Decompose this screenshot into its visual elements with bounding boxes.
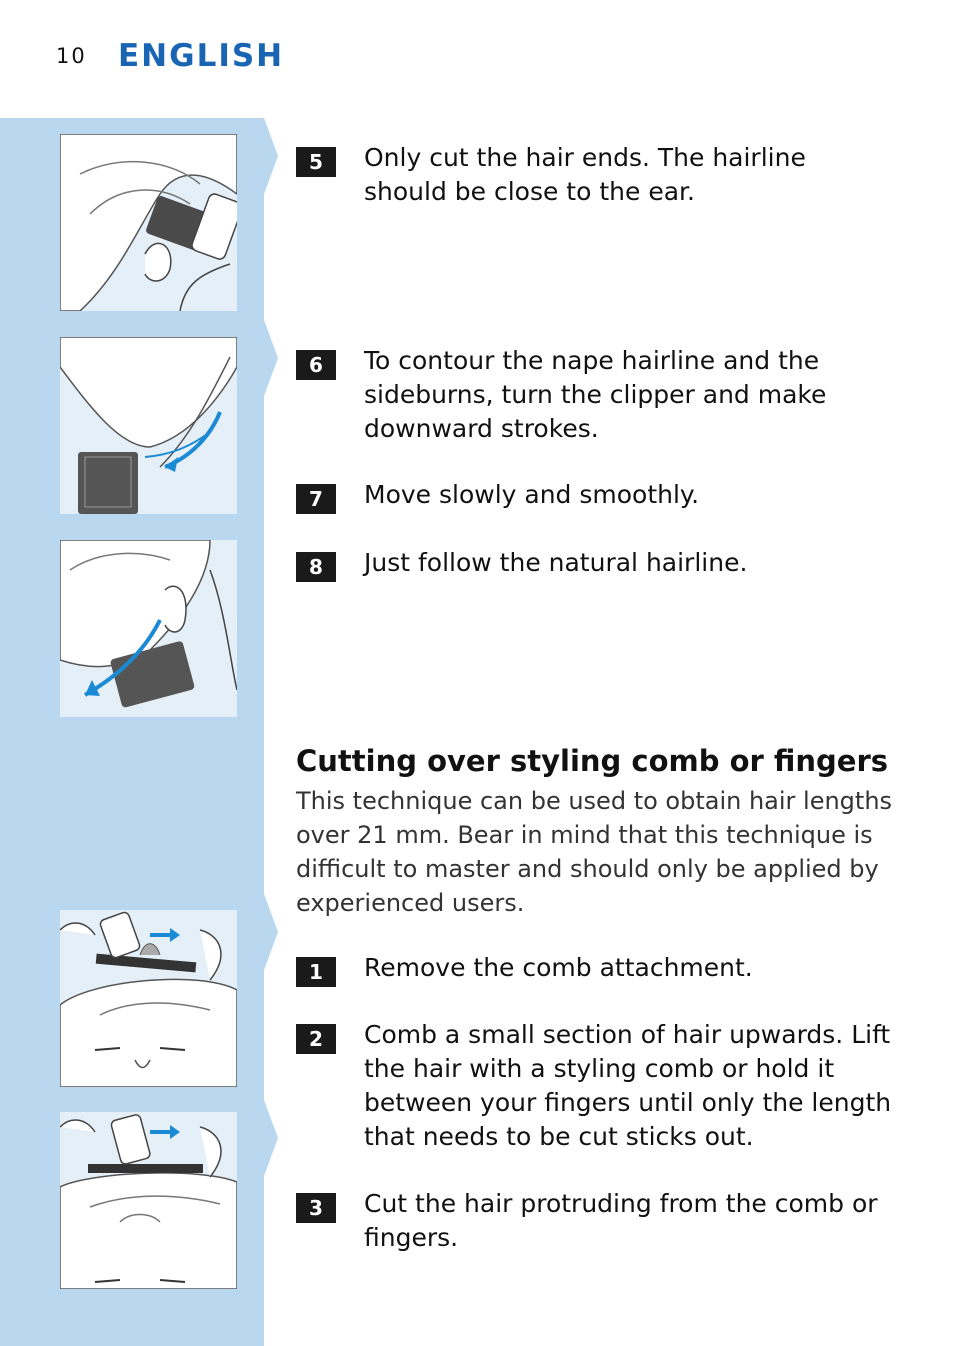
sidebar-notch [264,118,278,194]
section-body: This technique can be used to obtain hair lengths over 21 mm. Bear in mind that this technique is difficult to master and should only be applied by experienced users. [296,787,893,917]
step-text: Comb a small section of hair upwards. Lift the hair with a styling comb or hold it between your fingers until only the length that needs to be cut sticks out. [364,1020,892,1151]
illustration-follow-hairline [60,540,237,717]
sidebar-notch [264,320,278,396]
step-text: Move slowly and smoothly. [364,480,700,509]
step-8 [296,546,896,580]
step-text: Just follow the natural hairline. [364,548,748,577]
step-text: To contour the nape hairline and the sideburns, turn the clipper and make downward strokes. [364,346,827,443]
sidebar-notch [264,894,278,970]
step-number-badge: 7 [296,484,336,514]
language-heading: ENGLISH [118,38,285,74]
illustration-cut-protruding [60,1112,237,1289]
step-number-badge: 2 [296,1024,336,1054]
sidebar-notch [264,1100,278,1176]
step-7 [296,478,896,512]
section-title: Cutting over styling comb or fingers [296,744,889,778]
illustration-comb-section [60,910,237,1087]
step-text: Remove the comb attachment. [364,953,753,982]
step-number-badge: 3 [296,1193,336,1223]
page-number: 10 [56,44,87,68]
step-number-badge: 1 [296,957,336,987]
step-text: Only cut the hair ends. The hairline should be close to the ear. [364,143,806,206]
step-1 [296,951,896,985]
illustration-contour-nape [60,337,237,514]
illustration-cut-hair-ends [60,134,237,311]
step-number-badge: 6 [296,350,336,380]
step-5 [296,141,896,209]
step-2 [296,1018,896,1154]
step-text: Cut the hair protruding from the comb or fingers. [364,1189,878,1252]
step-6 [296,344,896,446]
step-number-badge: 5 [296,147,336,177]
step-number-badge: 8 [296,552,336,582]
step-3 [296,1187,896,1255]
